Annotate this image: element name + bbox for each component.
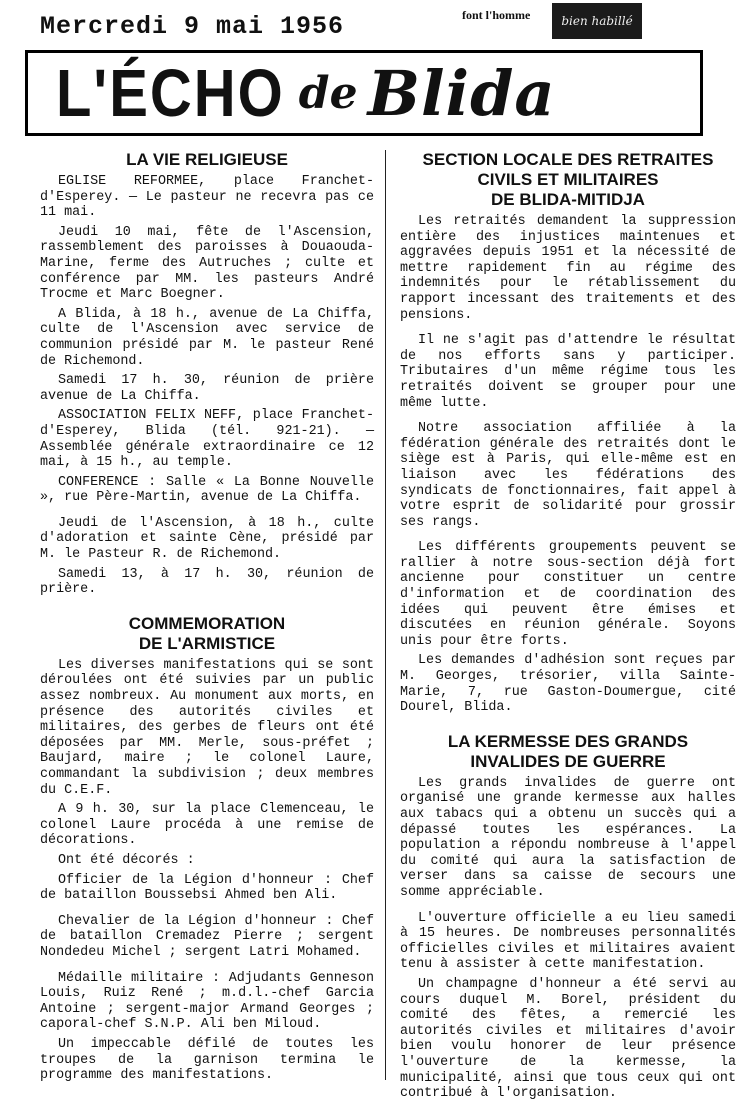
headline-commemoration bbox=[40, 614, 374, 654]
headline-line: CIVILS ET MILITAIRES bbox=[477, 170, 659, 189]
headline-line: DE BLIDA-MITIDJA bbox=[491, 190, 645, 209]
article-paragraph: L'ouverture officielle a eu lieu samedi à 15 heures. De nombreuses personnalités officielles civiles et militaires avaient tenu à assister à cette manifestation. bbox=[400, 910, 736, 973]
headline-line: SECTION LOCALE DES RETRAITES bbox=[422, 150, 714, 169]
article-paragraph: Ont été décorés : bbox=[58, 852, 195, 868]
headline-line: LA KERMESSE DES GRANDS bbox=[447, 731, 689, 751]
headline-line: COMMEMORATION bbox=[128, 613, 286, 633]
headline-line: DE L'ARMISTICE bbox=[138, 633, 276, 653]
article-paragraph: Jeudi 10 mai, fête de l'Ascension, rassemblement des paroisses à Douaouda-Marine, ferme des Autruches ; culte et conférence par MM. les pasteurs André Trocme et Marc Boegner. bbox=[40, 224, 374, 303]
article-paragraph: A 9 h. 30, sur la place Clemenceau, le colonel Laure procéda à une remise de décorations. bbox=[40, 802, 374, 849]
article-paragraph: Un impeccable défilé de toutes les troupes de la garnison termina le programme des manifestations. bbox=[40, 1036, 374, 1084]
advert-slogan: font l'homme bbox=[462, 8, 531, 22]
article-paragraph: Médaille militaire : Adjudants Genneson Louis, Ruiz René ; m.d.l.-chef Garcia Antoine ; sergent-major Armand Georges ; caporal-chef S.N.P. Ali ben Miloud. bbox=[40, 970, 374, 1033]
article-paragraph: ASSOCIATION FELIX NEFF, place Franchet-d'Esperey, Blida (tél. 921-21). — Assemblée générale extraordinaire ce 12 mai, à 15 h., au temple. bbox=[40, 408, 374, 471]
column-divider bbox=[385, 150, 386, 1080]
headline-kermesse bbox=[400, 732, 736, 772]
article-paragraph: Samedi 13, à 17 h. 30, réunion de prière. bbox=[40, 566, 374, 598]
masthead bbox=[25, 50, 703, 136]
issue-date: Mercredi 9 mai 1956 bbox=[40, 12, 345, 41]
article-paragraph: Les retraités demandent la suppression entière des injustices maintenues et aggravées depuis 1951 et la nécessité de mettre rapidement fin au régime des indemnités pour le rétablissement du rapport incessant des traitements et des pensions. bbox=[400, 214, 736, 323]
headline-line: INVALIDES DE GUERRE bbox=[470, 751, 666, 771]
article-paragraph: Les grands invalides de guerre ont organisé une grande kermesse aux halles aux tabacs qui a obtenu un succès qui a dépassé toutes les espérances. La population a répondu nombreuse à l'appel du comité qui aura la satisfaction de verser dans sa caisse de secours une somme appréciable. bbox=[400, 775, 736, 900]
advert-logo-box: bien habillé bbox=[552, 3, 642, 39]
masthead-echo: L'ÉCHO bbox=[56, 55, 285, 131]
article-paragraph: Samedi 17 h. 30, réunion de prière avenue de La Chiffa. bbox=[40, 373, 374, 404]
left-column bbox=[40, 148, 374, 1088]
headline-retraites bbox=[400, 150, 736, 210]
article-paragraph: Il ne s'agit pas d'attendre le résultat de nos efforts sans y participer. Tributaires d'un même régime tous les retraités doivent se grouper pour une même lutte. bbox=[400, 333, 736, 411]
article-paragraph: Chevalier de la Légion d'honneur : Chef de bataillon Cremadez Pierre ; sergent Nondedeu Michel ; sergent Latri Mohamed. bbox=[40, 913, 374, 960]
article-paragraph: Jeudi de l'Ascension, à 18 h., culte d'adoration et sainte Cène, présidé par M. le Pasteur R. de Richemond. bbox=[40, 515, 374, 563]
article-paragraph: A Blida, à 18 h., avenue de La Chiffa, culte de l'Ascension avec service de communion présidé par M. le pasteur René de Richemond. bbox=[40, 306, 374, 369]
article-paragraph: Officier de la Légion d'honneur : Chef de bataillon Boussebsi Ahmed ben Ali. bbox=[40, 872, 374, 904]
article-paragraph: CONFERENCE : Salle « La Bonne Nouvelle », rue Père-Martin, avenue de La Chiffa. bbox=[40, 474, 374, 506]
headline-vie-religieuse: LA VIE RELIGIEUSE bbox=[126, 150, 288, 169]
article-paragraph: Les diverses manifestations qui se sont déroulées ont été suivies par un public assez nombreux. Au monument aux morts, en présence des autorités civiles et militaires, des gerbes de fleurs ont été déposées par MM. Merle, sous-préfet ; Baujard, maire ; le colonel Laure, commandant la subdivision ; deux membres du C.E.F. bbox=[40, 657, 374, 798]
article-paragraph: Notre association affiliée à la fédération générale des retraités dont le siège est à Paris, qui elle-même est en liaison avec les fédérations des syndicats de fonctionnaires, fait appel à votre esprit de solidarité pour grossir ses rangs. bbox=[400, 421, 736, 530]
masthead-de: de bbox=[298, 67, 358, 119]
masthead-blida: Blida bbox=[367, 56, 556, 130]
article-paragraph: Les demandes d'adhésion sont reçues par M. Georges, trésorier, villa Sainte-Marie, 7, rue Gaston-Doumergue, cité Dourel, Blida. bbox=[400, 653, 736, 716]
article-paragraph: EGLISE REFORMEE, place Franchet-d'Esperey. — Le pasteur ne recevra pas ce 11 mai. bbox=[40, 174, 374, 221]
article-paragraph: Un champagne d'honneur a été servi au cours duquel M. Borel, président du comité des fêtes, a remercié les autorités civiles et militaires d'avoir bien voulu honorer de leur présence l'ouverture de la kermesse, la municipalité, ainsi que tous ceux qui ont contribué à l'organisation. bbox=[400, 976, 736, 1102]
right-column bbox=[400, 148, 736, 1106]
article-paragraph: Les différents groupements peuvent se rallier à notre sous-section déjà fort ancienne pour constituer un centre d'information et de coordination des idées qui peuvent être émises et discutées en réunion générale. Soyons unis pour être forts. bbox=[400, 540, 736, 649]
